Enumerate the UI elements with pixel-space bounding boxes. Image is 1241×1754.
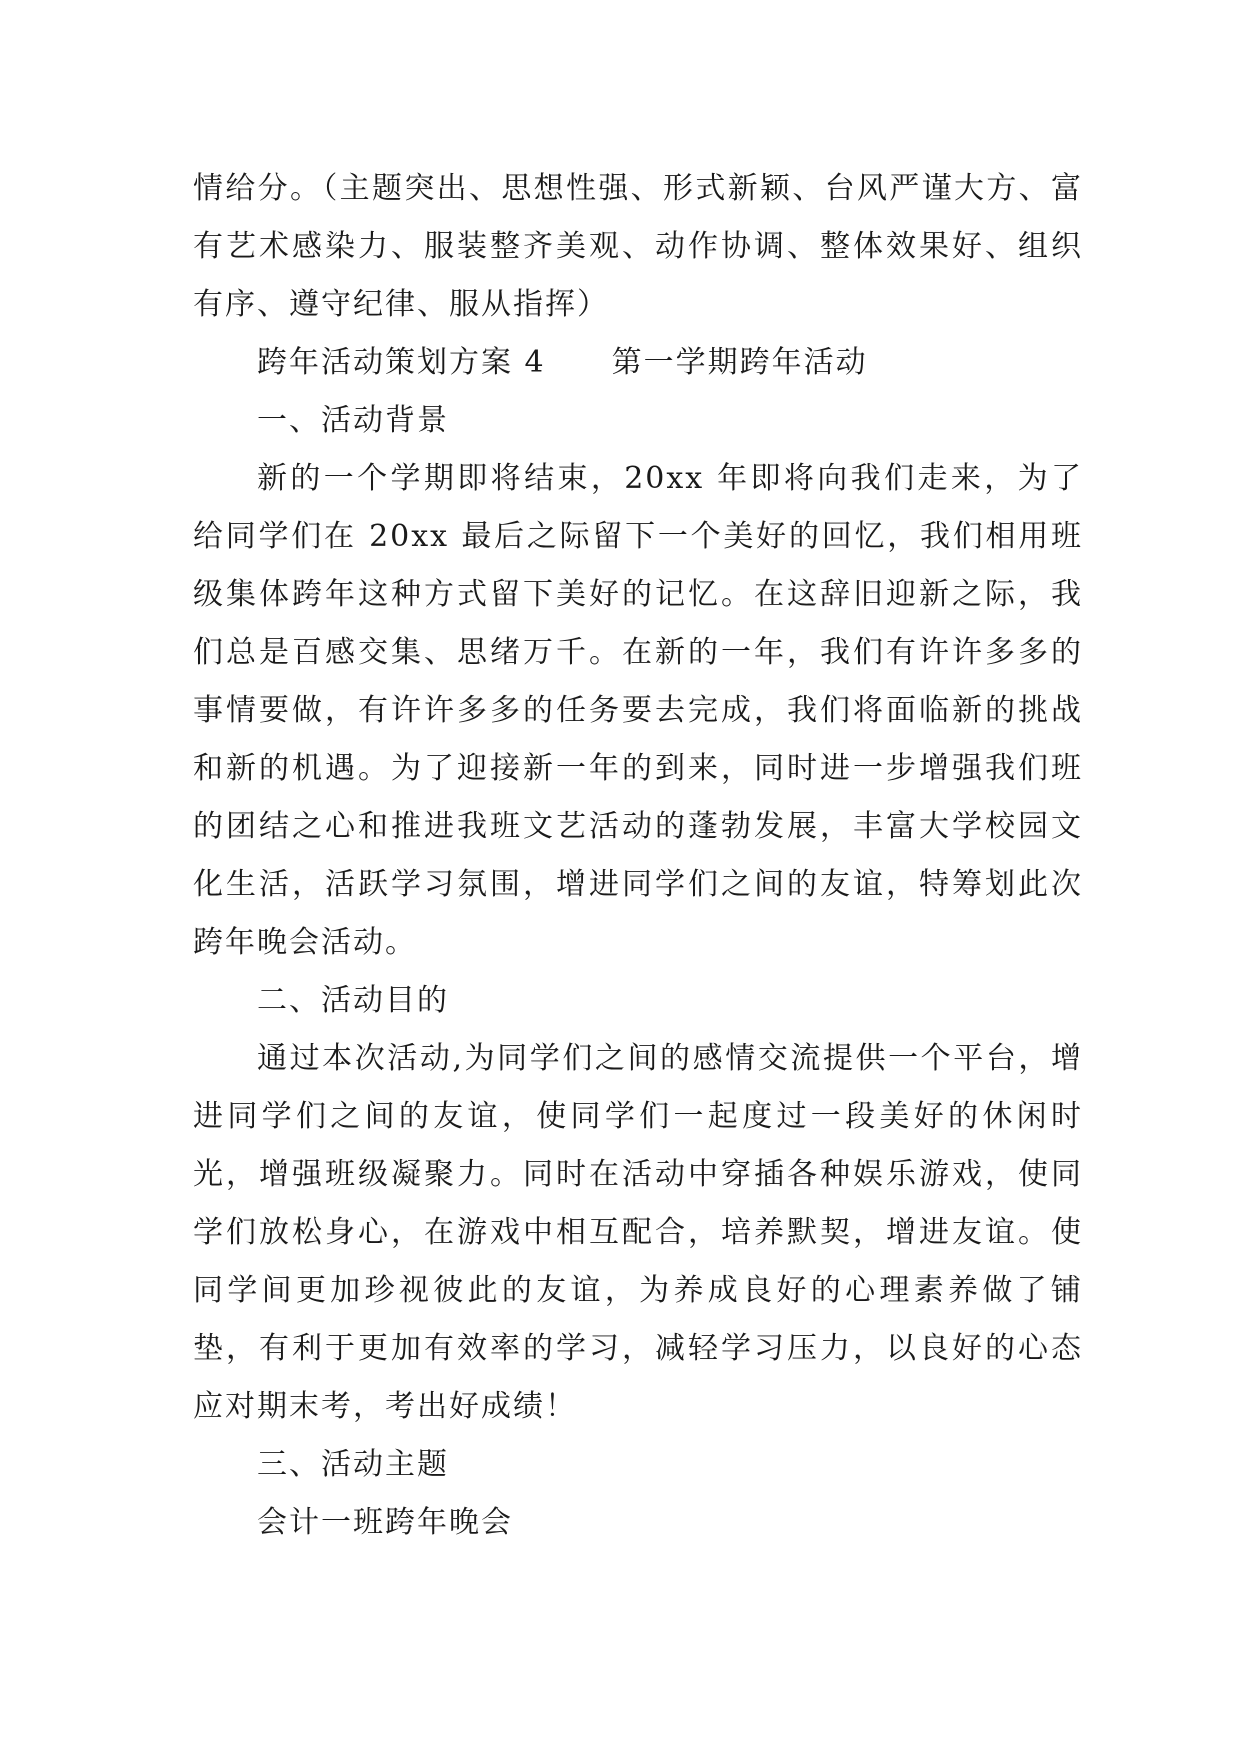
section-heading-background: 一、活动背景 — [257, 403, 449, 438]
plan-subtitle: 第一学期跨年活动 — [611, 345, 868, 380]
section-body-purpose: 通过本次活动,为同学们之间的感情交流提供一个平台，增进同学们之间的友谊，使同学们一起度过一段美好的休闲时光，增强班级凝聚力。同时在活动中穿插各种娱乐游戏，使同学们放松身心，在游戏中相互配合，培养默契，增进友谊。使同学间更加珍视彼此的友谊，为养成良好的心理素养做了铺垫，有利于更加有效率的学习，减轻学习压力，以良好的心态应对期末考，考出好成绩！ — [193, 1041, 1083, 1424]
section-body-background: 新的一个学期即将结束，20xx 年即将向我们走来，为了给同学们在 20xx 最后之际留下一个美好的回忆，我们相用班级集体跨年这种方式留下美好的记忆。在这辞旧迎新之际，我们总是百感交集、思绪万千。在新的一年，我们有许许多多的事情要做，有许许多多的任务要去完成，我们将面临新的挑战和新的机遇。为了迎接新一年的到来，同时进一步增强我们班的团结之心和推进我班文艺活动的蓬勃发展，丰富大学校园文化生活，活跃学习氛围，增进同学们之间的友谊，特筹划此次跨年晚会活动。 — [193, 461, 1083, 960]
plan-title-line — [193, 334, 1083, 392]
section-heading-theme: 三、活动主题 — [257, 1447, 449, 1482]
continuation-paragraph: 情给分。（主题突出、思想性强、形式新颖、台风严谨大方、富有艺术感染力、服装整齐美观、动作协调、整体效果好、组织有序、遵守纪律、服从指挥） — [193, 171, 1083, 322]
section-body-theme: 会计一班跨年晚会 — [257, 1505, 513, 1540]
document-body — [193, 160, 1083, 1552]
section-heading-purpose: 二、活动目的 — [257, 983, 449, 1018]
plan-title: 跨年活动策划方案 4 — [257, 345, 546, 380]
